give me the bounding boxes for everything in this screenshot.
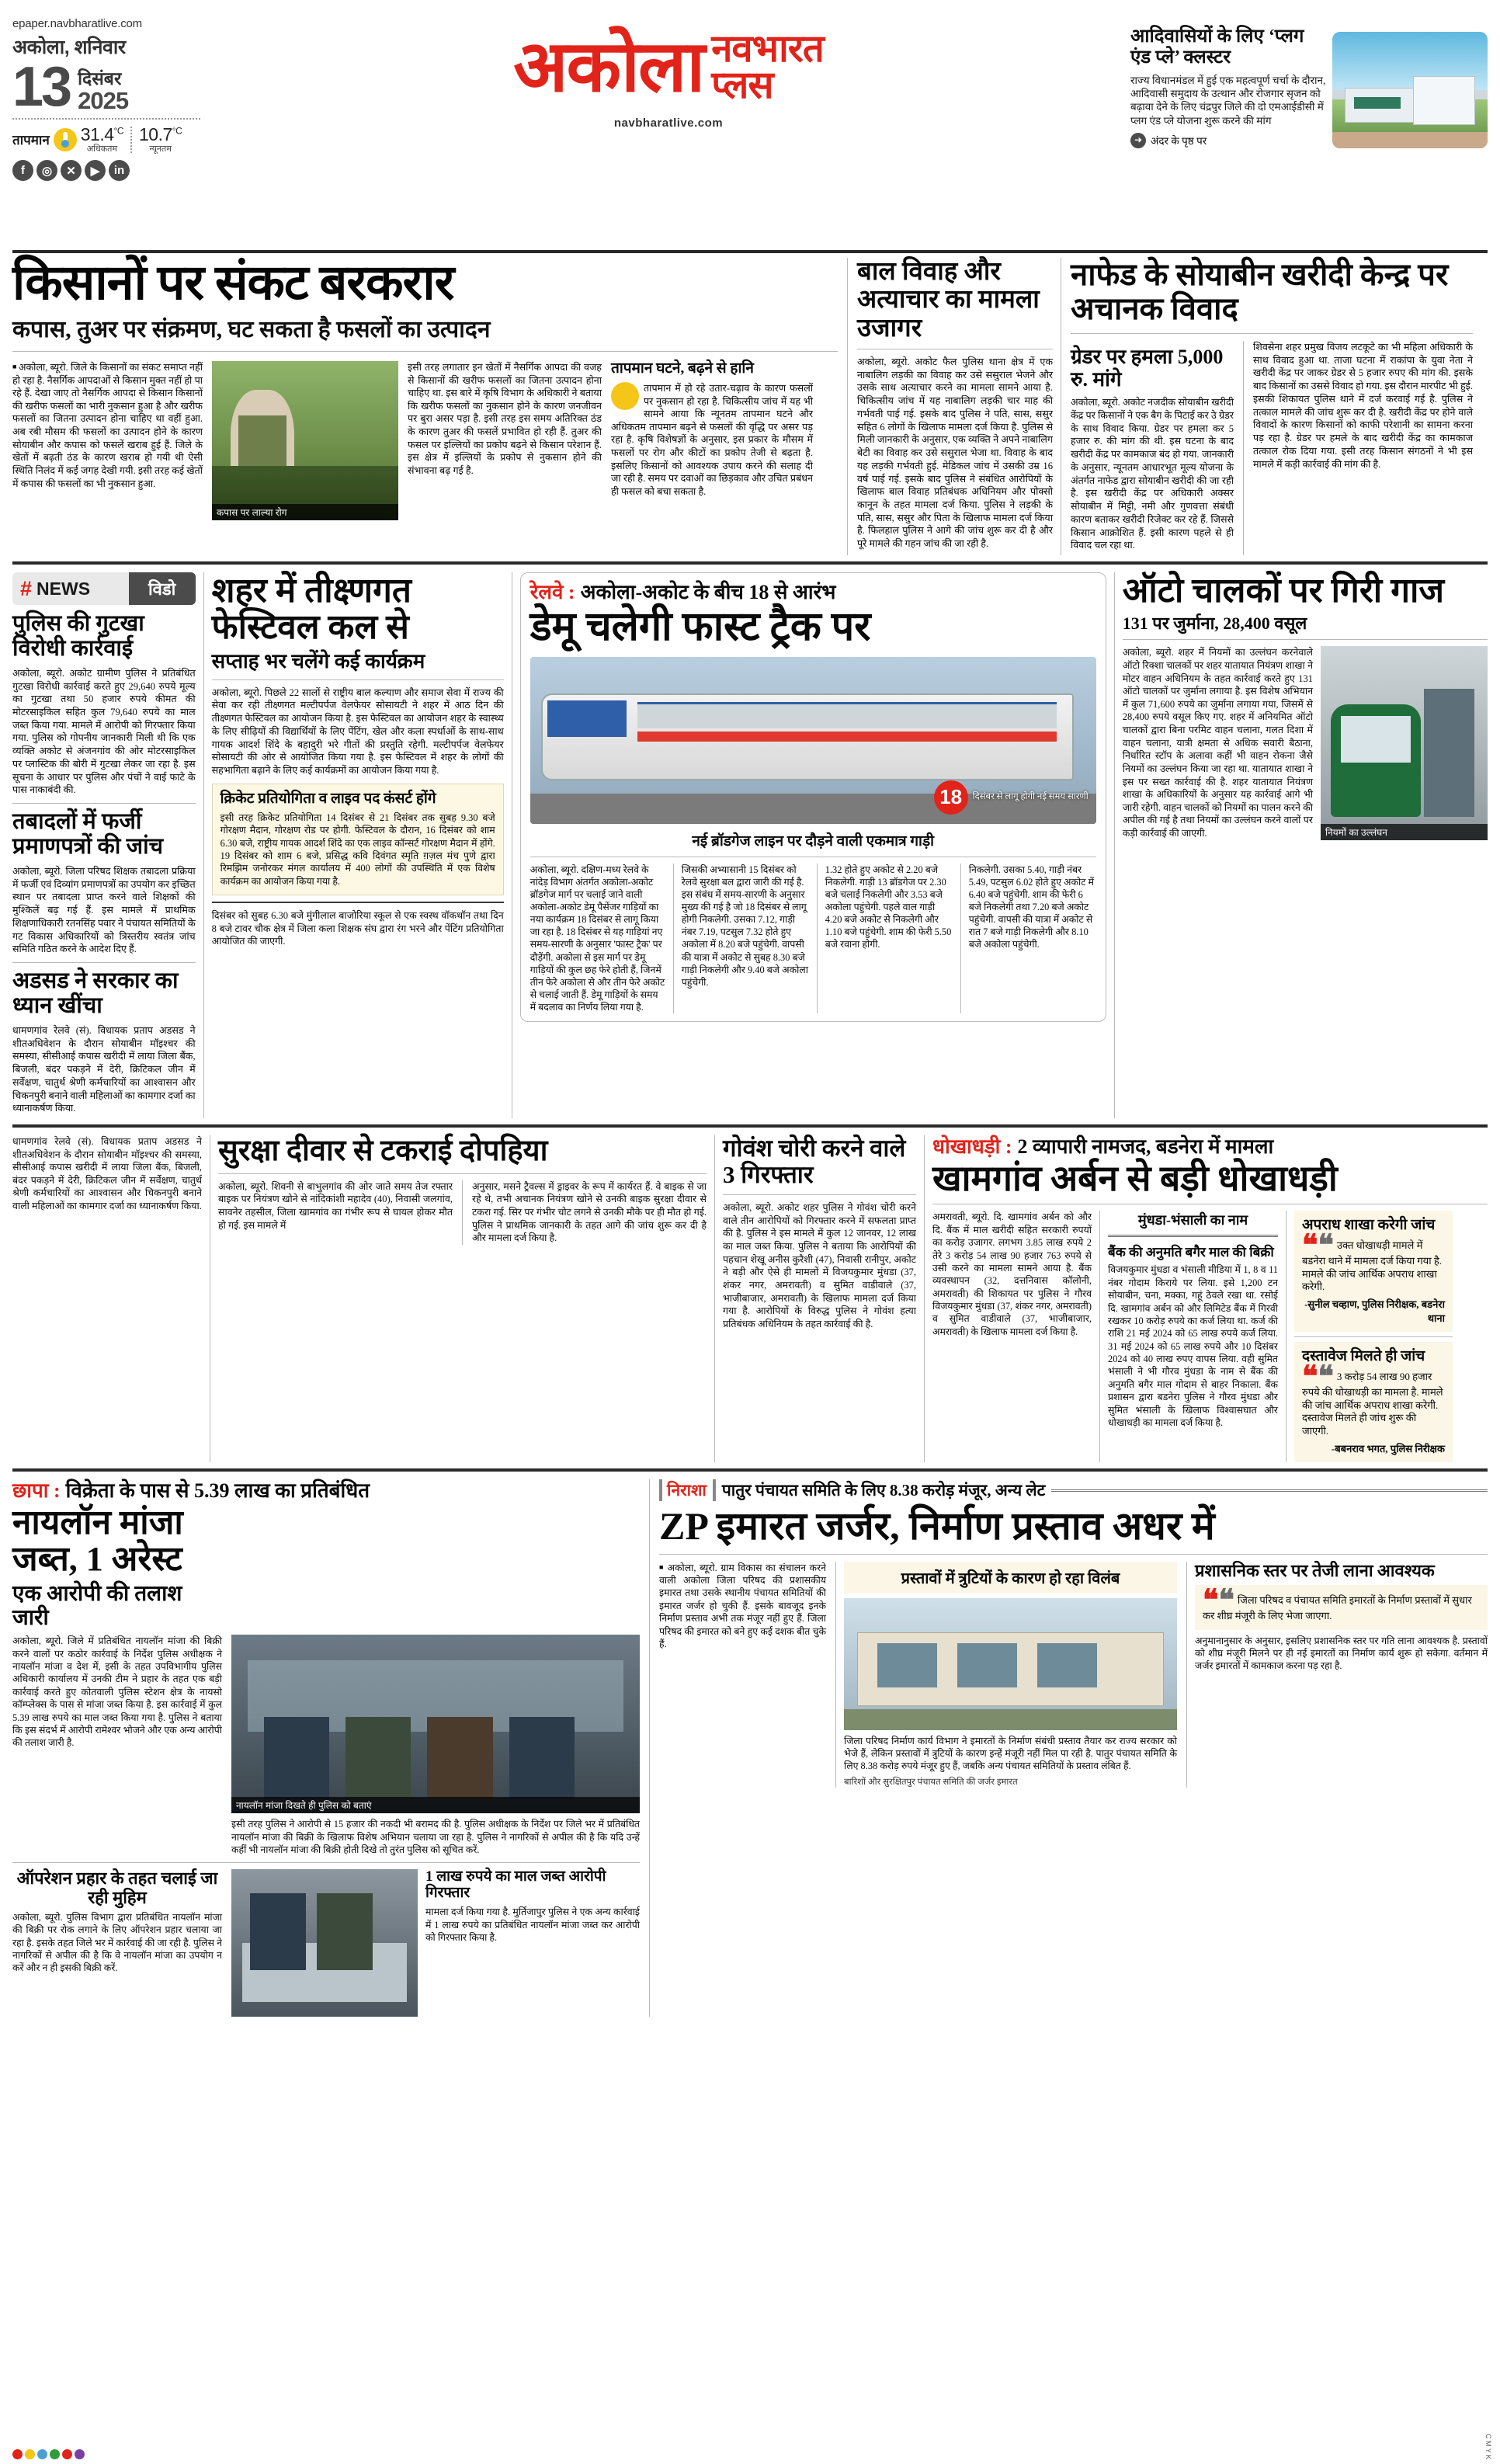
festival-box-head: क्रिकेट प्रतियोगिता व लाइव पद कंसर्ट होंगे [220,790,436,807]
adsad-headline: अडसड ने सरकार का ध्यान खींचा [12,968,179,1018]
fraud-col2 [1099,1211,1278,1462]
lead-col2-text: इसी तरह लगातार इन खेतों में नैसर्गिक आपदा की वजह से किसानों की खरीफ फसलों का जितना उत्पादन होना चाहिए था. इस बारे में कृषि विभाग के अधिकारी ने बताया कि खरीफ फसलों का नुकसान होने के कारण जनजीवन पर बुरा असर पड़ा है. इसी तरह इस समय अतिरिक्त ठंड के कारण तुअर की फसलें प्रभावित हो रही हैं. तुअर की फसल पर इल्लियों का प्रकोप बढ़ने से किसान परेशान हैं. इस क्षेत्र में इल्लियों के प्रकोप से नुकसान होने की संभावना बढ़ गई है. [408,362,602,476]
manja-photo [231,1635,640,1813]
zp-caption2: बारिशों और सुरक्षितपुर पंचायत समिति की जर्जर इमारत [844,1777,1018,1787]
date-day: 13 [12,56,71,118]
color-registration-dots [12,2449,85,2459]
lead-col-3 [611,361,813,520]
lead-col-2 [408,361,602,520]
railway-times-left [817,864,953,1014]
social-links[interactable] [12,160,200,181]
zp-kicker-rest: पातुर पंचायत समिति के लिए 8.38 करोड़ मंजूर, अन्य लेट [713,1479,1045,1501]
cattle-body: अकोला, ब्यूरो. अकोट शहर पुलिस ने गोवंश चोरी करने वाले तीन आरोपियों को गिरफ्तार करने में सफलता प्राप्त की है. पुलिस ने इस मामले में कुल 12 जानवर, 12 लाख का माल जब्त किया. पुलिस ने बताया कि आरोपियों की पहचान शेखू अनीस कुरैशी (47), निवासी रानीपुर, अकोट ने बड़ी और ऐसे ही मामलों में विजयकुमार मुंधडा (37, शंकर नगर, अमरावती) व सुमित वाडीवाले (37, भाजीबाजार, अमरावती) के खिलाफ मामला दर्ज किया गया है. आरोपियों के विरुद्ध पुलिस ने गोवंश हत्या प्रतिबंधक अधिनियम के तहत कार्रवाई की है. [723,1202,916,1329]
city-and-day: अकोला, शनिवार [12,36,126,58]
railway-photo-caption: नई ब्रॉडगेज लाइन पर दौड़ने वाली एकमात्र गाड़ी [692,832,935,850]
zp-col3-body: अनुमानानुसार के अनुसार, इसलिए प्रशासनिक स्तर पर गति लाना आवश्यक है. प्रस्तावों को शीघ्र मंजूरी मिलने पर ही नई इमारतों का निर्माण कार्य शुरू हो सकेगा. वर्तमान में जर्जर इमारतों में कामकाज करना पड़ रहा है. [1195,1635,1488,1672]
railway-col2-text: जिसकी अभ्यासानी 15 दिसंबर को रेलवे सुरक्षा बल द्वारा जारी की गई है. इस संबंध में समय-सारणी के अनुसार मुख्य की गई है जो 18 दिसंबर से लागू होगी निकलेगी. उसका 7.12, गाड़ी नंबर 7.19, पटसुल 7.32 होते हुए अकोला में 8.20 बजे पहुंचेगी. वापसी की यात्रा में अकोट से सुबह 8.30 बजे गाड़ी निकलेगी और 9.40 बजे अकोला पहुंचेगी. [681,864,808,988]
twitter-x-icon[interactable]: ✕ [61,160,82,181]
zp-col3-head: प्रशासनिक स्तर पर तेजी लाना आवश्यक [1195,1560,1435,1580]
wall-col1: अकोला, ब्यूरो. शिवनी से बाभुलगांव की ओर जाते समय तेज रफ्तार बाइक पर नियंत्रण खोने से नांदिकांशी महादेव (40), निवासी जलगांव, सावनेर तहसील, जिला खामगांव का गंभीर रूप से घायल होकर मौत हो गई. इस मामले में [218,1180,453,1231]
fraud-col1: अमरावती, ब्यूरो. दि. खामगांव अर्बन को और दि. बैंक में माल खरीदी सहित सरकारी रुपयों का करोड़ उजागर. लगभग 3.85 लाख रुपये 2 तेरे 3 करोड़ 54 लाख 90 हजार 763 रुपये से उसी करने का मामला सामने आया है. बैंक व्यवस्थापन (32, दत्तनिवास कॉलोनी, अमरावती) की शिकायत पर पुलिस ने गौरव विजयकुमार मुंधडा (37, शंकर नगर, अमरावती) व सुमित वाडीवाले (37, भाजीबाजार, अमरावती) के खिलाफ मामला दर्ज किया है. [932,1211,1092,1337]
manja-col2: इसी तरह पुलिस ने आरोपी से 15 हजार की नकदी भी बरामद की है. पुलिस अधीक्षक के निर्देश पर जिले भर में प्रतिबंधित नायलॉन मांजा की बिक्री के खिलाफ विशेष अभियान चलाया जा रहा है. पुलिस ने नागरिकों से अपील की है कि यदि उन्हें कहीं भी नायलॉन मांजा की बिक्री होती दिखे तो तुरंत पुलिस को सूचित करें. [231,1819,640,1856]
railway-date-badge [934,780,1089,815]
column-railway [512,572,1114,1118]
manja-box-head: ऑपरेशन प्रहार के तहत चलाई जा रही मुहिम [16,1868,218,1907]
badge-text: दिसंबर से लागू होगी नई समय सारणी [972,792,1089,802]
lead-photo-caption: कपास पर लाल्या रोग [212,504,398,520]
fraud-col2-head: बैंक की अनुमति बगैर माल की बिक्री [1108,1245,1274,1260]
story-cattle-theft [714,1135,924,1462]
logo-line1: नवभारत [711,28,824,70]
festival-body: अकोला, ब्यूरो. पिछले 22 सालों से राष्ट्रीय बाल कल्याण और समाज सेवा में राज्य की सेवा कर रही तीक्ष्णगत मल्टीपर्पज वेलफेयर सोसायटी ने शहर में आठ दिन की तीक्ष्णगत फेस्टिवल का आयोजन किया है. इस फेस्टिवल का आयोजन शहर के स्वास्थ्य के लिए सीढ़ियों की विद्यार्थियों के लिए पेंटिंग, खेल और कला स्पर्धाओं के साथ-साथ गायक आदर्श शिंदे के बहादुरी भरे गीतों की प्रस्तुति रहेगी. मल्टीपर्पज वेलफेयर सोसायटी की ओर से आयोजित किया गया है. इस फेस्टिवल में शहर के लोगों की सहभागिता बढ़ाने के लिए कई कार्यक्रमों का आयोजन किया गया है. [211,686,504,777]
nafed-subhead: ग्रेडर पर हमला 5,000 रु. मांगे [1071,346,1224,391]
story-manja [12,1479,649,2017]
manja-side-body: मामला दर्ज किया गया है. मुर्तिजापुर पुलिस ने एक अन्य कार्रवाई में 1 लाख रुपये का प्रतिबंधित नायलॉन मांजा जब्त कर आरोपी को गिरफ्तार किया है. [425,1906,640,1943]
promo-photo [1332,32,1488,148]
date-year: 2025 [78,87,129,115]
temp-max-value: 31.4 [80,124,114,145]
lead-section [12,255,1488,555]
story-fraud [924,1135,1488,1462]
arrow-icon: ➜ [1130,133,1146,148]
logo-main-text: अकोला [513,27,704,107]
lead-col3-head: तापमान घटने, बढ़ने से हानि [611,360,754,377]
festival-box-body: इसी तरह क्रिकेट प्रतियोगिता 14 दिसंबर से 21 दिसंबर तक सुबह 9.30 बजे गोरक्षण मैदान, गोरक्षण रोड पर होगी. फेस्टिवल के दौरान, 16 दिसंबर को शाम 6.30 बजे, राष्ट्रीय गायक आदर्श शिंदे का एक लाइव कॉन्सर्ट गोरक्षण मैदान में होंगे. 19 दिसंबर को शाम 6 बजे, प्रसिद्ध कवि दिवंगत स्मृति ग़ज़ल मंच पुणे द्वारा रिमझिम जनोरकर मंगल कार्यालय में 400 लोगों की उपस्थिति में एक विशेष कार्यक्रम का आयोजन किया गया है. [220,811,495,887]
nafed-headline: नाफेड के सोयाबीन खरीदी केन्द्र पर अचानक विवाद [1071,257,1449,326]
adsad-continued: धामणगांव रेलवे (सं). विधायक प्रताप अडसड ने शीतअधिवेशन के दौरान सोयाबीन मॉइश्चर की समस्या, सीसीआई कपास खरीदी में लाया जिला बैंक, बिजली, बंदर पकड़ने में देरी, क्रिटिकल जीन में सर्वेक्षण, चातुर्थ श्रेणी कर्मचारियों का आश्वासन और चिकनपुरी बनाने वाली महिलाओं का कामगार दर्जा का ध्यानाकर्षण किया. [12,1135,202,1212]
manja-kicker: छापा : [12,1479,61,1503]
quote-mark-icon: ❝❝ [1302,1229,1334,1262]
balvivah-body: अकोला, ब्यूरो. अकोट फैल पुलिस थाना क्षेत्र में एक नाबालिग लड़की का विवाह कर उसे ससुराल भेजने और उसके साथ अत्याचार करने का मामला सामने आया है. चिकित्सीय जांच में यह नाबालिग लड़की चार माह की गर्भवती पाई गई. इसके बाद पुलिस ने पति, सास, ससुर सहित 6 लोगों के खिलाफ मामला दर्ज किया है. पुलिस से मिली जानकारी के अनुसार, एक व्यक्ति ने अपने नाबालिग बेटी का विवाह कर उसे ससुराल भेजा था. विवाह के बाद यह लड़की गर्भवती हुई. मेडिकल जांच में उसकी उम्र 16 वर्ष पाई गई. इसके बाद पुलिस ने संबंधित आरोपियों के खिलाफ बाल विवाह प्रतिबंधक अधिनियम और पोक्सो कानून के तहत मामला दर्ज किया. पुलिस ने लड़की के पति, सास, ससुर और पिता के खिलाफ मामला दर्ज किया है. फिलहाल पुलिस ने आगे की जांच शुरू कर दी है और पूरे मामले की गहन जांच की जा रही है. [857,356,1053,550]
festival-subhead: सप्ताह भर चलेंगे कई कार्यक्रम [211,650,425,673]
masthead-left [12,17,207,181]
quote-mark-icon-3: ❝❝ [1203,1583,1234,1617]
logo-line2: प्लस [711,64,773,107]
zp-headline: ZP इमारत जर्जर, निर्माण प्रस्ताव अधर में [659,1504,1215,1548]
auto-photo-caption: नियमों का उल्लंघन [1321,824,1488,840]
promo-body: राज्य विधानमंडल में हुई एक महत्वपूर्ण चर्चा के दौरान, आदिवासी समुदाय के उत्थान और रोजगार सृजन को बढ़ावा देने के लिए चंद्रपुर जिले की दो एमआईडीसी में प्लग एंड प्ले योजना शुरू करने की मांग [1130,74,1326,127]
youtube-icon[interactable]: ▶ [85,160,106,181]
linkedin-icon[interactable]: in [109,160,130,181]
railway-times-left-text: 1.32 होते हुए अकोट से 2.20 बजे निकलेगी. गाड़ी 13 ब्रॉडगेज पर 2.30 बजे चलाई निकलेगी और 3.53 बजे अकोला पहुंचेगी. पहले वाल गाड़ी 4.20 बजे अकोट से निकलेगी और 1.10 बजे पहुंचेगी. शाम की फेरी 5.50 बजे रवाना होगी. [825,864,952,950]
festival-tail: दिसंबर को सुबह 6.30 बजे मुंगीलाल बाजोरिया स्कूल से एक स्वस्थ वॉकथॉन तथा दिन 8 बजे टावर चौक क्षेत्र में जिला कला शिक्षक संघ द्वारा रंग भरने और पेंटिंग प्रतियोगिता आयोजित की जाएगी. [211,910,504,947]
railway-col2 [673,864,809,1014]
manja-kicker-row [12,1479,640,1502]
row-three [12,1135,1488,1462]
zp-photo [844,1598,1177,1730]
quote-box-1 [1294,1211,1453,1332]
news-label: NEWS [36,578,91,599]
masthead-rule [12,250,1488,253]
quote2-title: दस्तावेज मिलते ही जांच [1302,1348,1425,1365]
lead-right-stories [847,258,1473,555]
masthead-logo[interactable] [207,17,1130,130]
railway-card [520,572,1106,1022]
story-nafed [1061,258,1473,555]
wall-col2: अनुसार, मसने ट्रैवल्स में ड्राइवर के रूप में कार्यरत हैं. वे बाइक से जा रहे थे, तभी अचानक नियंत्रण खोने से उनकी बाइक सुरक्षा दीवार से टकरा गई. सिर पर गंभीर चोट लगने से उनकी मौके पर ही मौत हो गई. पुलिस ने प्राथमिक जानकारी के तहत आगे की जांच शुरू कर दी है और मामला दर्ज किया है. [462,1180,707,1245]
lead-headline: किसानों पर संकट बरकरार [12,255,454,310]
nafed-col2: शिवसेना शहर प्रमुख विजय लटकूटे का भी महिला अधिकारी के साथ विवाद हुआ था. ताजा घटना में राकांपा के युवा नेता ने खरीदी केंद्र पर जाकर ग्रेडर से 5 हजार रुपए की मांग की. इसके बाद किसानों का उससे विवाद हो गया. इस दौरान मारपीट भी हुई. इसकी शिकायत पुलिस थाने में दर्ज करवाई गई है. पुलिस ने तत्काल मामले की जांच शुरू कर दी है. खरीदी केंद्र पर होने वाले विवादों के कारण किसानों को काफी परेशानी का सामना करना पड़ रहा है. ग्रेडर पर हमले के बाद खरीदी केंद्र का कामकाज तत्काल रोक दिया गया. इसी तरह किसान संगठनों ने भी इस मामले में कड़ी कार्रवाई की मांग की है. [1253,342,1473,470]
degree-unit-min: °C [172,125,182,137]
manja-side-head: 1 लाख रुपये का माल जब्त आरोपी गिरफ्तार [425,1868,606,1902]
quote1-text: उक्त धोखाधड़ी मामले में बडनेरा थाने में मामला दर्ज किया गया है. मामले की जांच आर्थिक अपराध शाखा करेगी. [1302,1239,1442,1293]
gutkha-body: अकोला, ब्यूरो. अकोट ग्रामीण पुलिस ने प्रतिबंधित गुटखा विरोधी कार्रवाई करते हुए 29,640 रुपये मूल्य का गुटखा तथा 50 हजार रुपये कीमत की मोटरसाइकिल सहित कुल 79,640 रुपये का माल जब्त किया गया. मामले में आरोपी को गिरफ्तार किया गया. पुलिस को गोपनीय जानकारी मिली थी कि एक व्यक्ति अकोट से अंजनगांव की ओर मोटरसाइकिल पर प्लास्टिक की बोरी में गुटखा लेकर जा रहा है. इस सूचना के आधार पर पुलिस और पंचों ने वाई फाटे के पास नाकाबंदी की. [12,667,196,796]
zp-quote: जिला परिषद व पंचायत समिति इमारतों के निर्माण प्रस्तावों में सुधार कर शीघ्र मंजूरी के लिए भेजा जाएगा. [1203,1593,1472,1621]
instagram-icon[interactable]: ◎ [36,160,57,181]
manja-subhead: एक आरोपी की तलाश जारी [12,1581,182,1630]
row-four [12,1479,1488,2017]
temperature-label: तापमान [12,133,50,148]
promo-headline: आदिवासियों के लिए ‘प्लग एंड प्ले’ क्लस्टर [1130,26,1304,68]
cmyk-marks: C M Y K [1484,2433,1492,2459]
railway-kicker: रेलवे : [530,581,575,603]
auto-subhead: 131 पर जुर्माना, 28,400 वसूल [1122,613,1307,634]
story-child-marriage [857,258,1053,555]
quote1-title: अपराध शाखा करेगी जांच [1302,1217,1436,1234]
balvivah-headline: बाल विवाह और अत्याचार का मामला उजागर [857,258,1040,342]
badge-number: 18 [934,780,968,815]
lead-photo-wrap [212,361,398,520]
railway-photo [530,657,1096,824]
manja-photo-caption: नायलॉन मांजा दिखते ही पुलिस को बताएं [231,1797,640,1813]
lead-photo [212,361,398,520]
festival-headline: शहर में तीक्ष्णगत फेस्टिवल कल से [211,572,411,647]
epaper-url[interactable]: epaper.navbharatlive.com [12,17,142,30]
lead-col1-text: ■ अकोला, ब्यूरो. जिले के किसानों का संकट समाप्त नहीं हो रहा है. नैसर्गिक आपदाओं से किसान मुक्त नहीं हो पा रहे हैं. देखा जाए तो नैसर्गिक आपदा से किसान किसानों की खरीफ फसलों का भारी नुकसान हुआ है और खरीफ फसलों का जितना उत्पादन होना चाहिए था वहीं हुआ. अब रबी मौसम की फसलों का उत्पादन होने के कारण सोयाबीन और कपास को फसलें खराब हुई हैं. जिले के खेतों में बढ़ती ठंड के कारण खराब हो गयी थी ऐसी स्थिति निलंद में कई जगह देखी गयी. इसी तरह कई खेतों में कपास की फसलों का भी नुकसान हुआ. [12,361,203,490]
zp-box-body: जिला परिषद निर्माण कार्य विभाग ने इमारतों के निर्माण संबंधी प्रस्ताव तैयार कर राज्य सरकार को भेजे हैं, लेकिन प्रस्तावों में त्रुटियों के कारण इन्हें मंजूरी नहीं मिल पा रही है. पातुर पंचायत समिति के लिए 8.38 करोड़ रुपये मंजूर हुए हैं, जबकि अन्य पंचायत समितियों के प्रस्ताव लंबित हैं. [844,1735,1177,1772]
manja-box-body: अकोला, ब्यूरो. पुलिस विभाग द्वारा प्रतिबंधित नायलॉन मांजा की बिक्री पर रोक लगाने के लिए ऑपरेशन प्रहार चलाया जा रहा है. इसके तहत जिले भर में कार्रवाई की जा रही है. पुलिस ने नागरिकों से अपील की है कि वे नायलॉन मांजा का उपयोग न करें और न ही इसकी बिक्री करें. [12,1911,222,1974]
fraud-col2-body: विजयकुमार मुंधडा व भंसाली मीडिया में 1, 8 व 11 नंबर गोदाम किराये पर लिया. इसे 1,200 टन सोयाबीन, चना, मक्का, गहूं ठेवले रखा था. रसोई दि. खामगांव अर्बन को और लिमिटेड बैंक में गिरवी रखकर 10 करोड़ रुपये का कर्ज लिया था. कर्ज की राशि 21 मई 2024 को 65 लाख रुपये कर्ज लिया. 31 मई 2024 को 65 लाख रुपये और 10 दिसंबर 2024 को 40 लाख रुपए वापस लिया. वही सुमित भंसाली ने भी गौरव मुंधडा के नाम से बैंक की अनुमति बगैर माल गोदाम से बाहर निकाला. बैंक प्रशासन द्वारा बडनेरा पुलिस ने गौरव मुंधडा और सुमित भंसाली के खिलाफ विश्वासघात और धोखाधड़ी का मामला दर्ज किया है. [1108,1264,1278,1428]
temperature-row [12,124,200,155]
tabadle-body: अकोला, ब्यूरो. जिला परिषद शिक्षक तबादला प्रक्रिया में फर्जी एवं दिव्यांग प्रमाणपत्रों का उपयोग कर इच्छित स्थान पर तबादला प्राप्त करने वाले शिक्षकों की मुश्किलें बढ़ गई हैं. इस मामले में प्राथमिक शिक्षणाधिकारी रतनसिंह पवार ने पंचायत समितियों के गट विकास अधिकारियों को त्रिस्तरीय स्वतंत्र जांच समिति गठित करने के आदेश दिए हैं. [12,865,196,955]
mid-section [12,572,1488,1118]
lead-subhead: कपास, तुअर पर संक्रमण, घट सकता है फसलों का उत्पादन [12,316,491,342]
auto-photo [1321,646,1488,840]
promo-box[interactable] [1130,17,1488,148]
manja-kicker-rest: विक्रेता के पास से 5.39 लाख का प्रतिबंधित [65,1479,370,1503]
story-zp [649,1479,1488,2017]
tabadle-headline: तबादलों में फर्जी प्रमाणपत्रों की जांच [12,809,164,860]
website-url[interactable]: navbharatlive.com [613,116,724,130]
column-festival [203,572,512,1118]
news-video-bar[interactable] [12,572,196,605]
auto-headline: ऑटो चालकों पर गिरी गाज [1122,572,1445,610]
fraud-headline: खामगांव अर्बन से बड़ी धोखाधड़ी [932,1159,1338,1199]
zp-kicker: निराशा [659,1479,707,1501]
temp-divider [130,127,132,153]
date-month: दिसंबर [78,68,122,89]
lead-col-1 [12,361,203,520]
manja-photo-2 [231,1869,418,2017]
railway-times-mid [960,864,1096,1014]
degree-unit-max: °C [113,125,123,137]
temp-max-label: अधिकतम [86,144,118,155]
divider [12,118,200,120]
lead-col3-text: तापमान में हो रहे उतार-चढ़ाव के कारण फसलों पर नुकसान हो रहा है. चिकित्सीय जांच में यह भी सामने आया कि न्यूनतम तापमान घटने और अधिकतम तापमान बढ़ने से फसलों की वृद्धि पर असर पड़ रहा है. कृषि विशेषज्ञों के अनुसार, इस प्रकार के मौसम में फसलों पर रोग और कीटों का प्रकोप तेजी से बढ़ता है. इसलिए किसानों को आवश्यक उपाय करने की सलाह दी जा रही है. समय पर दवाओं का छिड़काव और उचित प्रबंधन ही फसल को बचा सकता है. [611,382,813,497]
railway-headline: डेमू चलेगी फास्ट ट्रैक पर [530,605,871,650]
manja-col1: अकोला, ब्यूरो. जिले में प्रतिबंधित नायलॉन मांजा की बिक्री करने वालों पर कठोर कार्रवाई के निर्देश पुलिस अधीक्षक ने नायलॉन मांजा व देश में, इसी के तहत उपविभागीय पुलिस अधिकारी कार्यालय में उनकी टीम ने प्रहार के तहत एक बड़ी कार्रवाई करते हुए कोतवाली पुलिस स्टेशन क्षेत्र के नायसो कॉम्प्लेक्स के पास से मांजा जब्त किया है. इस कार्रवाई में कुल 5.39 लाख रुपये का माल जब्त किया गया है. पुलिस ने बताया कि इस संदर्भ में आरोपी रामेश्वर भोजने और एक अन्य आरोपी की तलाश जारी है. [12,1635,222,1749]
zp-col1: अकोला, ब्यूरो. ग्राम विकास का संचालन करने वाली अकोला जिला परिषद की प्रशासकीय इमारत तथा उसके स्थानीय पंचायत समितियों की इमारत जर्जर हो चुकी हैं. इसके बावजूद इनके निर्माण प्रस्ताव अभी तक मंजूर नहीं हुए हैं. जिला परिषद की इमारत को बने हुए कई दशक बीत चुके हैं. [659,1562,827,1649]
auto-body: अकोला, ब्यूरो. शहर में नियमों का उल्लंघन करनेवाले ऑटो रिक्शा चालकों पर शहर यातायात नियंत्रण शाखा ने मोटर वाहन अधिनियम के तहत कार्रवाई करते हुए 131 ऑटो चालकों पर जुर्माना लगाया है. इस विशेष अभियान में कुल 71,600 रुपये का जुर्माना लगाया गया, जिसमें से 28,400 रुपये वसूल किए गए. शहर में अनियमित ऑटो चालकों द्वारा बिना परमिट वाहन चलाना, गलत दिशा में वाहन चलाना, यात्री क्षमता से अधिक सवारी बैठाना, निर्धारित स्टॉप के अलावा कहीं भी वाहन रोकना जैसे नियमों का उल्लंघन किया जा रहा था. यातायात शाखा ने इस पर सख्त कार्रवाई की है. शहर यातायात नियंत्रण शाखा के अधिकारियों के अनुसार यह कार्रवाई आगे भी जारी रहेगी. वाहन चालकों को नियमों का पालन करने की अपील की गई है तथा नियमों का उल्लंघन करने वालों पर कड़ी कार्रवाई की जाएगी. [1122,647,1314,839]
column-auto [1114,572,1488,1118]
railway-col1 [530,864,665,1014]
quote2-attribution: -बबनराव भगत, पुलिस निरीक्षक [1331,1443,1445,1455]
adsad-body: धामणगांव रेलवे (सं). विधायक प्रताप अडसड ने शीतअधिवेशन के दौरान सोयाबीन मॉइश्चर की समस्या, सीसीआई कपास खरीदी में लाया जिला बैंक, बिजली, बंदर पकड़ने में देरी, क्रिटिकल जीन में सर्वेक्षण, चातुर्थ श्रेणी कर्मचारियों का आश्वासन और चिकनपुरी बनाने वाली महिलाओं का कामगार दर्जा का ध्यानाकर्षण किया. [12,1024,196,1114]
fraud-kicker-rest: 2 व्यापारी नामजद, बडनेरा में मामला [1017,1135,1274,1158]
temp-min-value: 10.7 [139,124,172,145]
video-tab[interactable]: विडो [129,572,196,605]
wall-headline: सुरक्षा दीवार से टकराई दोपहिया [218,1134,548,1167]
quote1-attribution: -सुनील चव्हाण, पुलिस निरीक्षक, बडनेरा थाना [1304,1298,1445,1325]
thermometer-icon [54,128,77,151]
date-block [12,56,200,118]
railway-kicker-rest: अकोला-अकोट के बीच 18 से आरंभ [580,581,836,603]
quote2-text: 3 करोड़ 54 लाख 90 हजार रुपये की धोखाधड़ी का मामला है. मामले की जांच आर्थिक अपराध शाखा करेगी. दस्तावेज मिलते ही जांच शुरू की जाएगी. [1302,1370,1443,1437]
railway-kicker-row [530,581,1096,603]
fraud-kicker-row [932,1135,1488,1158]
gutkha-headline: पुलिस की गुटखा विरोधी कार्रवाई [12,611,144,661]
zp-kicker-row [659,1479,1488,1501]
temp-min-label: न्यूनतम [149,144,172,155]
railway-times-mid-text: निकलेगी. उसका 5.40, गाड़ी नंबर 5.49, पटसुल 6.02 होते हुए अकोट में 6.40 बजे पहुंचेगी. शाम की फेरी 6 बजे निकलेगी तथा 7.20 बजे अकोट पहुंचेगी. वापसी की यात्रा में अकोट से रात 7 बजे गाड़ी निकलेगी और 8.10 बजे अकोला पहुंचेगी. [968,864,1094,950]
quote-box-2 [1294,1342,1453,1462]
quote-mark-icon-2: ❝❝ [1302,1360,1334,1393]
column-news-brief [12,572,203,1118]
sun-icon [611,382,639,410]
festival-sidebox [212,784,504,895]
manja-headline: नायलॉन मांजा जब्त, 1 अरेस्ट [12,1503,183,1578]
lead-story [12,255,847,555]
railway-col1-text: अकोला, ब्यूरो. दक्षिण-मध्य रेलवे के नांदेड़ विभाग अंतर्गत अकोला-अकोट ब्रॉडगेज मार्ग पर चलाई जाने वाली अकोला-अकोट डेमू पैसेंजर गाड़ियों का नया कार्यक्रम 18 दिसंबर से लागू किया जा रहा है. 18 दिसंबर से यह गाड़ियां नए समय-सारणी के अनुसार 'फास्ट ट्रैक' पर दौड़ेंगी. अकोला से इस मार्ग पर डेमू गाड़ियों की कुल छह फेरे होती हैं, जिनमें तीन फेरे अकोला से और तीन फेरे अकोट से चलाई जाती हैं. डेमू गाड़ियों के समय में बदलाव का निर्णय लिया गया है. [530,864,665,1013]
facebook-icon[interactable]: f [12,160,33,181]
row3-spacer [12,1135,210,1462]
story-safety-wall [210,1135,714,1462]
fraud-kicker: धोखाधड़ी : [932,1135,1012,1158]
fraud-quotes [1286,1211,1453,1462]
nafed-col1: अकोला, ब्यूरो. अकोट नजदीक सोयाबीन खरीदी केंद्र पर किसानों ने एक बैग के पिटाई कर उे ग्रेडर के साथ विवाद किया. ग्रेडर पर हमला कर 5 हजार रु. की मांग की थी. इस घटना के बाद खरीदी केंद्र पर कामकाज बंद हो गया. जानकारी के अनुसार, न्यूनतम आधारभूत मूल्य योजना के अंतर्गत नाफेड द्वारा सोयाबीन खरीदी की जा रही है. इस खरीदी केंद्र पर अधिकारी अक्सर सोयाबीन में मिट्टी, नमी और गुणवत्ता संबंधी कारण बताकर खरीदी रिजेक्ट कर रहे हैं. जिससे किसान आक्रोशित हैं. इसी कारण पहले से ही विवाद चल रहा था. [1071,397,1234,551]
masthead [12,17,1488,250]
zp-box-head: प्रस्तावों में त्रुटियों के कारण हो रहा विलंब [901,1569,1120,1587]
hash-icon: # [20,576,33,600]
fraud-subhead2: मुंधडा-भंसाली का नाम [1137,1212,1248,1229]
cattle-headline: गोवंश चोरी करने वाले 3 गिरफ्तार [723,1134,906,1189]
promo-inside-ref: अंदर के पृष्ठ पर [1151,134,1207,147]
